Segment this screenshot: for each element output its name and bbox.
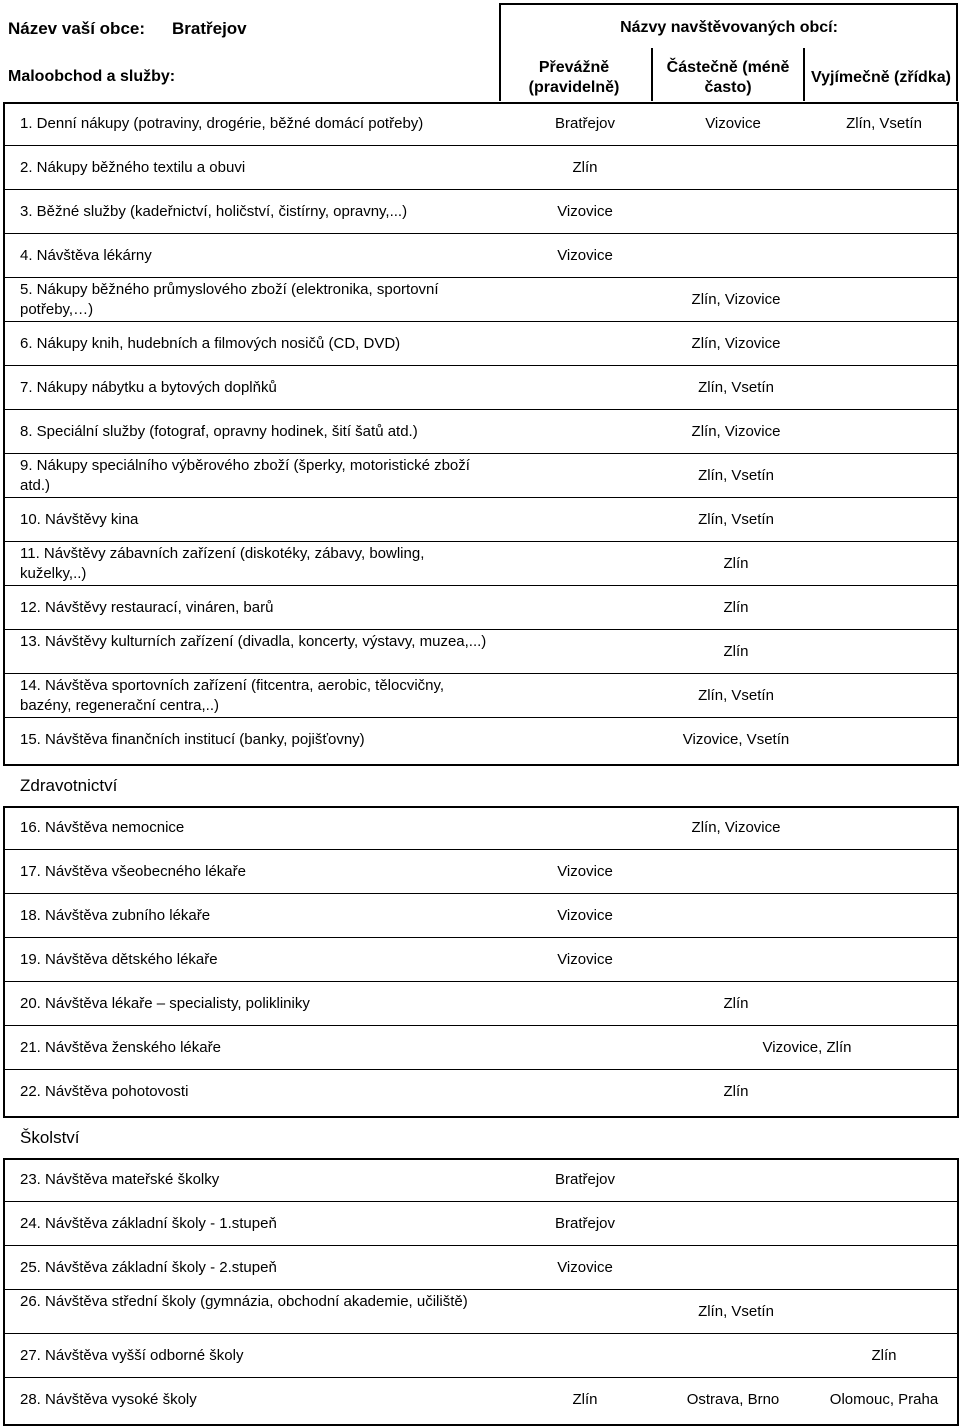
cell-primarily: Vizovice bbox=[557, 247, 613, 264]
cell-visited: Zlín bbox=[723, 555, 749, 572]
row-label: 8. Speciální služby (fotograf, opravny hodinek, šití šatů atd.) bbox=[20, 423, 418, 440]
row-label: 21. Návštěva ženského lékaře bbox=[20, 1039, 221, 1056]
cell-visited: Zlín bbox=[723, 599, 749, 616]
cell-primarily: Vizovice bbox=[557, 951, 613, 968]
cell-rarely: Zlín bbox=[871, 1347, 897, 1364]
row-label: 22. Návštěva pohotovosti bbox=[20, 1083, 189, 1100]
cell-primarily: Vizovice bbox=[557, 1259, 613, 1276]
cell-visited: Vizovice, Vsetín bbox=[682, 731, 790, 748]
row-label: 6. Nákupy knih, hudebních a filmových nosičů (CD, DVD) bbox=[20, 335, 401, 352]
row-label: 25. Návštěva základní školy - 2.stupeň bbox=[20, 1259, 277, 1276]
row-label: 27. Návštěva vyšší odborné školy bbox=[20, 1347, 244, 1364]
cell-rarely: Zlín, Vsetín bbox=[846, 115, 922, 132]
table-row bbox=[5, 630, 957, 674]
cell-partly: Vizovice bbox=[705, 115, 761, 132]
obec-label: Název vaší obce: bbox=[8, 19, 146, 38]
cell-visited: Zlín, Vizovice bbox=[691, 335, 781, 352]
table-row bbox=[5, 498, 957, 542]
row-label: 24. Návštěva základní školy - 1.stupeň bbox=[20, 1215, 277, 1232]
table-row bbox=[5, 190, 957, 234]
table-row bbox=[5, 938, 957, 982]
cell-visited: Vizovice, Zlín bbox=[762, 1039, 852, 1056]
row-label: 5. Nákupy běžného průmyslového zboží (elektronika, sportovní potřeby,…) bbox=[20, 281, 439, 318]
table-row bbox=[5, 102, 957, 146]
table-row bbox=[5, 542, 957, 586]
row-label: 9. Nákupy speciálního výběrového zboží (šperky, motoristické zboží atd.) bbox=[20, 457, 470, 494]
table-row bbox=[5, 366, 957, 410]
cell-primarily: Bratřejov bbox=[554, 115, 616, 132]
table-row bbox=[5, 1202, 957, 1246]
table-row bbox=[5, 454, 957, 498]
table-row bbox=[5, 322, 957, 366]
row-label: 3. Běžné služby (kadeřnictví, holičství, čistírny, opravny,...) bbox=[20, 203, 408, 220]
table-row bbox=[5, 718, 957, 762]
cell-rarely: Olomouc, Praha bbox=[829, 1391, 939, 1408]
table-row bbox=[5, 894, 957, 938]
cell-visited: Zlín, Vsetín bbox=[698, 511, 774, 528]
section-health: Zdravotnictví bbox=[20, 776, 118, 795]
cell-visited: Zlín, Vsetín bbox=[698, 1303, 774, 1320]
cell-visited: Zlín, Vsetín bbox=[698, 467, 774, 484]
cell-partly: Ostrava, Brno bbox=[686, 1391, 780, 1408]
row-label: 1. Denní nákupy (potraviny, drogérie, běžné domácí potřeby) bbox=[20, 115, 424, 132]
col-header-primarily: Převážně (pravidelně) bbox=[528, 59, 620, 96]
row-label: 17. Návštěva všeobecného lékaře bbox=[20, 863, 246, 880]
table-row bbox=[5, 850, 957, 894]
cell-primarily: Vizovice bbox=[557, 907, 613, 924]
cell-primarily: Bratřejov bbox=[554, 1171, 616, 1188]
cell-primarily: Zlín bbox=[572, 159, 598, 176]
row-label: 14. Návštěva sportovních zařízení (fitcentra, aerobic, tělocvičny, bazény, regenerační centra,..) bbox=[20, 677, 445, 714]
row-label: 7. Nákupy nábytku a bytových doplňků bbox=[20, 379, 277, 396]
obec-value: Bratřejov bbox=[172, 19, 247, 38]
row-label: 16. Návštěva nemocnice bbox=[20, 819, 185, 836]
col-header-rarely: Vyjímečně (zřídka) bbox=[811, 69, 951, 86]
cell-visited: Zlín bbox=[723, 995, 749, 1012]
row-label: 18. Návštěva zubního lékaře bbox=[20, 907, 211, 924]
cell-visited: Zlín, Vizovice bbox=[691, 819, 781, 836]
table-row bbox=[5, 1378, 957, 1422]
row-label: 26. Návštěva střední školy (gymnázia, obchodní akademie, učiliště) bbox=[20, 1293, 468, 1310]
table-row bbox=[5, 1070, 957, 1114]
row-label: 13. Návštěvy kulturních zařízení (divadla, koncerty, výstavy, muzea,...) bbox=[20, 633, 487, 650]
visited-title: Názvy navštěvovaných obcí: bbox=[620, 19, 838, 36]
table-row bbox=[5, 278, 957, 322]
table-row bbox=[5, 410, 957, 454]
category-label: Maloobchod a služby: bbox=[8, 68, 176, 85]
cell-visited: Zlín, Vsetín bbox=[698, 379, 774, 396]
row-label: 2. Nákupy běžného textilu a obuvi bbox=[20, 159, 246, 176]
row-label: 19. Návštěva dětského lékaře bbox=[20, 951, 218, 968]
cell-primarily: Bratřejov bbox=[554, 1215, 616, 1232]
table-row bbox=[5, 674, 957, 718]
row-label: 11. Návštěvy zábavních zařízení (diskotéky, zábavy, bowling, kuželky,..) bbox=[20, 545, 425, 582]
table-row bbox=[5, 982, 957, 1026]
cell-primarily: Zlín bbox=[572, 1391, 598, 1408]
table-row bbox=[5, 1246, 957, 1290]
row-label: 15. Návštěva finančních institucí (banky, pojišťovny) bbox=[20, 731, 365, 748]
row-label: 20. Návštěva lékaře – specialisty, polikliniky bbox=[20, 995, 310, 1012]
table-row bbox=[5, 234, 957, 278]
row-label: 12. Návštěvy restaurací, vináren, barů bbox=[20, 599, 274, 616]
cell-visited: Zlín bbox=[723, 643, 749, 660]
cell-visited: Zlín, Vizovice bbox=[691, 291, 781, 308]
cell-visited: Zlín, Vizovice bbox=[691, 423, 781, 440]
table-row bbox=[5, 146, 957, 190]
row-label: 28. Návštěva vysoké školy bbox=[20, 1391, 197, 1408]
row-label: 4. Návštěva lékárny bbox=[20, 247, 152, 264]
cell-primarily: Vizovice bbox=[557, 203, 613, 220]
table-row bbox=[5, 586, 957, 630]
row-label: 10. Návštěvy kina bbox=[20, 511, 139, 528]
table-row bbox=[5, 1026, 957, 1070]
row-label: 23. Návštěva mateřské školky bbox=[20, 1171, 220, 1188]
cell-visited: Zlín bbox=[723, 1083, 749, 1100]
table-row bbox=[5, 806, 957, 850]
cell-visited: Zlín, Vsetín bbox=[698, 687, 774, 704]
col-header-partly: Částečně (méně často) bbox=[666, 59, 790, 96]
table-row bbox=[5, 1158, 957, 1202]
cell-primarily: Vizovice bbox=[557, 863, 613, 880]
table-row bbox=[5, 1290, 957, 1334]
section-school: Školství bbox=[20, 1128, 80, 1147]
table-row bbox=[5, 1334, 957, 1378]
